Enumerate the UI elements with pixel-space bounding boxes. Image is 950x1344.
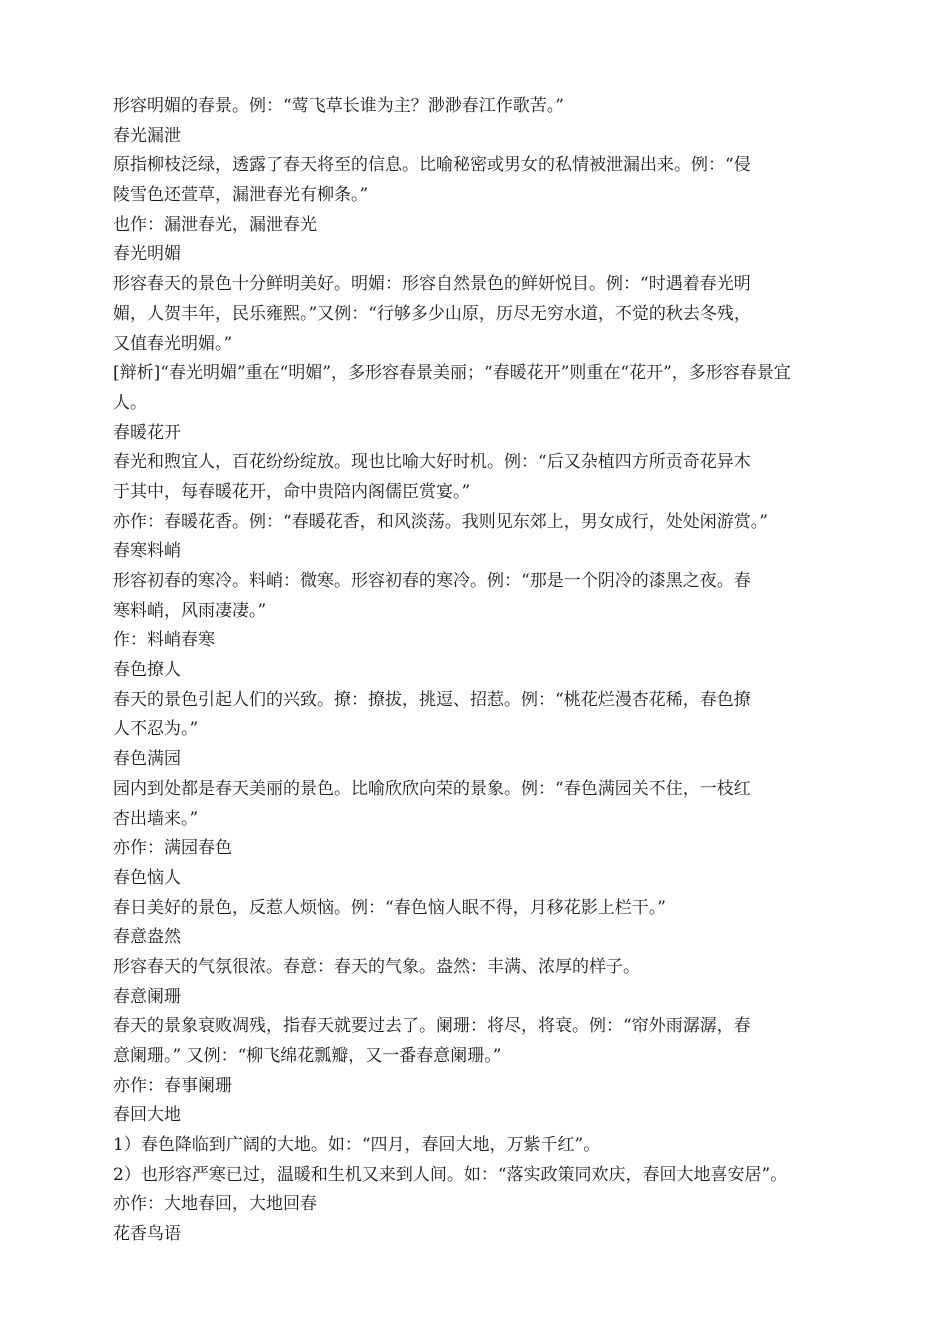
- text-line: 2）也形容严寒已过，温暖和生机又来到人间。如：“落实政策同欢庆，春回大地喜安居”。: [113, 1164, 788, 1185]
- text-line: 春天的景象衰败凋残，指春天就要过去了。阑珊：将尽，将衰。例：“帘外雨潺潺，春: [113, 1016, 751, 1037]
- text-line: 作：料峭春寒: [113, 630, 215, 651]
- text-line: 媚，人贺丰年，民乐雍熙。”又例：“行够多少山原，历尽无穷水道，不觉的秋去冬残，: [113, 303, 751, 324]
- text-line: 春色满园: [113, 749, 181, 770]
- text-line: 1）春色降临到广阔的大地。如：“四月，春回大地，万紫千红”。: [113, 1135, 601, 1156]
- text-line: 亦作：春暖花香。例：“春暖花香，和风淡荡。我则见东郊上，男女成行，处处闲游赏。”: [113, 511, 768, 532]
- text-line: 春色恼人: [113, 867, 181, 888]
- text-line: 春回大地: [113, 1105, 181, 1126]
- text-line: 寒料峭，风雨凄凄。”: [113, 600, 267, 621]
- text-line: 于其中，每春暖花开，命中贵陪内阁儒臣赏宴。”: [113, 481, 471, 502]
- text-line: 春暖花开: [113, 422, 181, 443]
- text-line: 春色撩人: [113, 660, 181, 681]
- text-line: 春意盎然: [113, 927, 181, 948]
- text-line: 人。: [113, 392, 147, 413]
- text-line: 人不忍为。”: [113, 719, 199, 740]
- text-line: 亦作：春事阑珊: [113, 1075, 232, 1096]
- text-line: 形容明媚的春景。例：“莺飞草长谁为主？渺渺春江作歌苦。”: [113, 96, 564, 116]
- text-line: 春天的景色引起人们的兴致。撩：撩拔，挑逗、招惹。例：“桃花烂漫杏花稀，春色撩: [113, 689, 751, 710]
- text-line: 春寒料峭: [113, 541, 181, 562]
- text-line: 陵雪色还萱草，漏泄春光有柳条。”: [113, 185, 369, 206]
- text-line: 也作：漏泄春光，漏泄春光: [113, 214, 317, 235]
- text-line: 又值春光明媚。”: [113, 333, 233, 354]
- text-line: 形容春天的景色十分鲜明美好。明媚：形容自然景色的鲜妍悦目。例：“时遇着春光明: [113, 274, 751, 295]
- text-line: 形容初春的寒冷。料峭：微寒。形容初春的寒冷。例：“那是一个阴冷的漆黑之夜。春: [113, 571, 751, 591]
- text-line: 形容春天的气氛很浓。春意：春天的气象。盎然：丰满、浓厚的样子。: [113, 956, 640, 977]
- text-line: 春日美好的景色，反惹人烦恼。例：“春色恼人眠不得，月移花影上栏干。”: [113, 897, 666, 918]
- text-line: 亦作：大地春回，大地回春: [113, 1194, 317, 1215]
- text-line: 园内到处都是春天美丽的景色。比喻欣欣向荣的景象。例：“春色满园关不住，一枝红: [113, 778, 751, 799]
- text-line: 春光漏泄: [113, 125, 181, 146]
- text-line: [辩析]“春光明媚”重在“明媚”，多形容春景美丽；“春暖花开”则重在“花开”，多形容春景宜: [113, 363, 791, 384]
- document-body: [113, 92, 843, 1250]
- text-line: 杏出墙来。”: [113, 808, 199, 829]
- text-line: 春意阑珊: [113, 986, 181, 1007]
- text-line: 意阑珊。” 又例：“柳飞绵花瓢瓣，又一番春意阑珊。”: [113, 1046, 502, 1066]
- text-line: 原指柳枝泛绿，透露了春天将至的信息。比喻秘密或男女的私情被泄漏出来。例：“侵: [113, 155, 751, 176]
- text-line: 亦作：满园春色: [113, 838, 232, 859]
- text-line: 花香鸟语: [113, 1224, 181, 1245]
- text-line: 春光明媚: [113, 244, 181, 265]
- text-line: 春光和煦宜人，百花纷纷绽放。现也比喻大好时机。例：“后又杂植四方所贡奇花异木: [113, 452, 751, 473]
